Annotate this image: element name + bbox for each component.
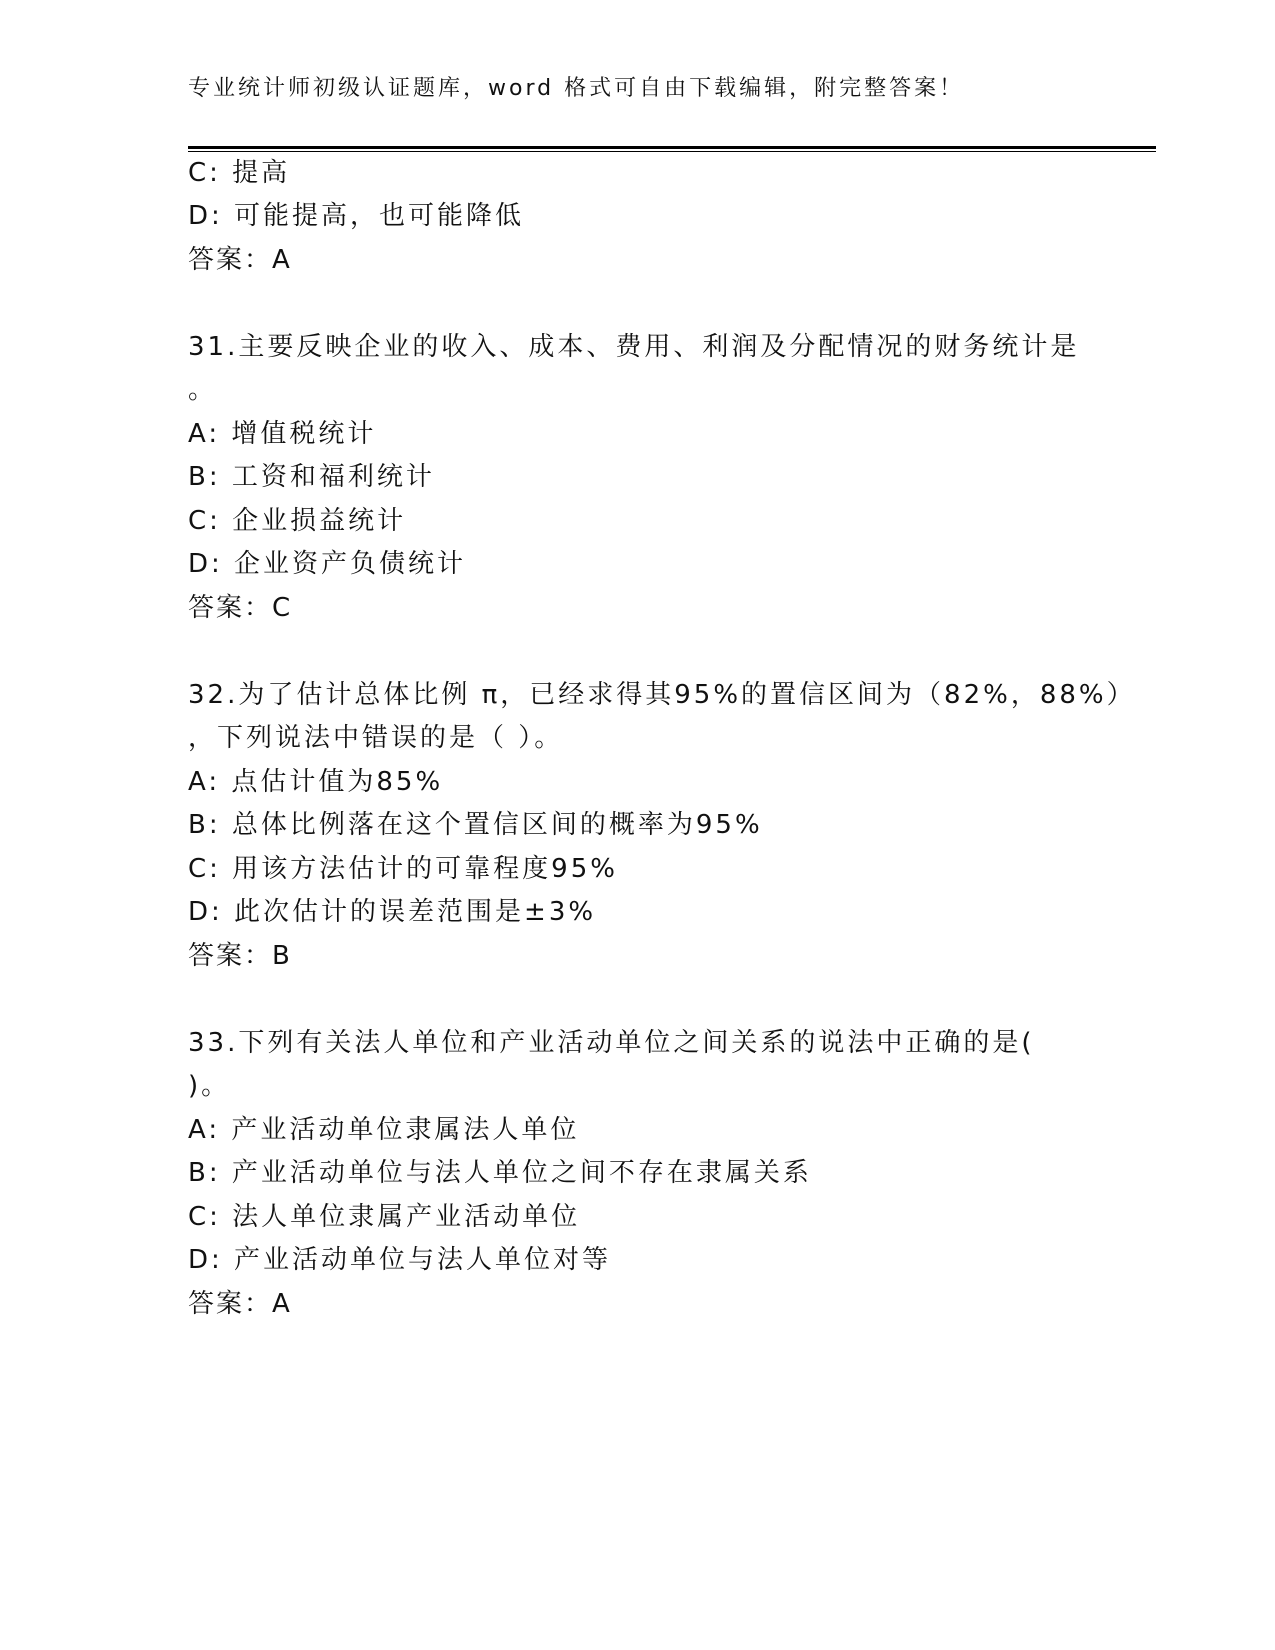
header-rule-thick xyxy=(188,146,1156,149)
q32-option-c: C: 用该方法估计的可靠程度95% xyxy=(188,854,618,884)
q33-option-b: B: 产业活动单位与法人单位之间不存在隶属关系 xyxy=(188,1158,812,1188)
q32-option-b: B: 总体比例落在这个置信区间的概率为95% xyxy=(188,810,763,840)
q31-option-a: A: 增值税统计 xyxy=(188,419,377,449)
q31-stem-line1: 31.主要反映企业的收入、成本、费用、利润及分配情况的财务统计是 xyxy=(188,332,1080,362)
q33-stem-line2: )。 xyxy=(188,1071,231,1101)
q32-answer: 答案：B xyxy=(188,941,292,971)
q32-option-a: A: 点估计值为85% xyxy=(188,767,444,797)
q31-option-c: C: 企业损益统计 xyxy=(188,506,407,536)
q32-option-d: D: 此次估计的误差范围是±3% xyxy=(188,897,597,927)
q32-stem-line1: 32.为了估计总体比例 π，已经求得其95%的置信区间为（82%，88%） xyxy=(188,680,1136,710)
prev-option-d: D: 可能提高，也可能降低 xyxy=(188,201,525,231)
q33-stem-line1: 33.下列有关法人单位和产业活动单位之间关系的说法中正确的是( xyxy=(188,1028,1035,1058)
q31-option-b: B: 工资和福利统计 xyxy=(188,462,435,492)
q33-option-c: C: 法人单位隶属产业活动单位 xyxy=(188,1202,581,1232)
header-rule-thin xyxy=(188,151,1156,152)
q32-stem-line2: ，下列说法中错误的是（ ）。 xyxy=(188,723,564,753)
q33-option-d: D: 产业活动单位与法人单位对等 xyxy=(188,1245,612,1275)
page-header: 专业统计师初级认证题库，word 格式可自由下载编辑，附完整答案！ xyxy=(188,76,965,101)
q31-stem-line2: 。 xyxy=(188,375,218,405)
prev-answer: 答案：A xyxy=(188,245,292,275)
prev-option-c: C: 提高 xyxy=(188,158,291,188)
q31-option-d: D: 企业资产负债统计 xyxy=(188,549,467,579)
q33-option-a: A: 产业活动单位隶属法人单位 xyxy=(188,1115,580,1145)
q31-answer: 答案：C xyxy=(188,593,293,623)
q33-answer: 答案：A xyxy=(188,1289,292,1319)
